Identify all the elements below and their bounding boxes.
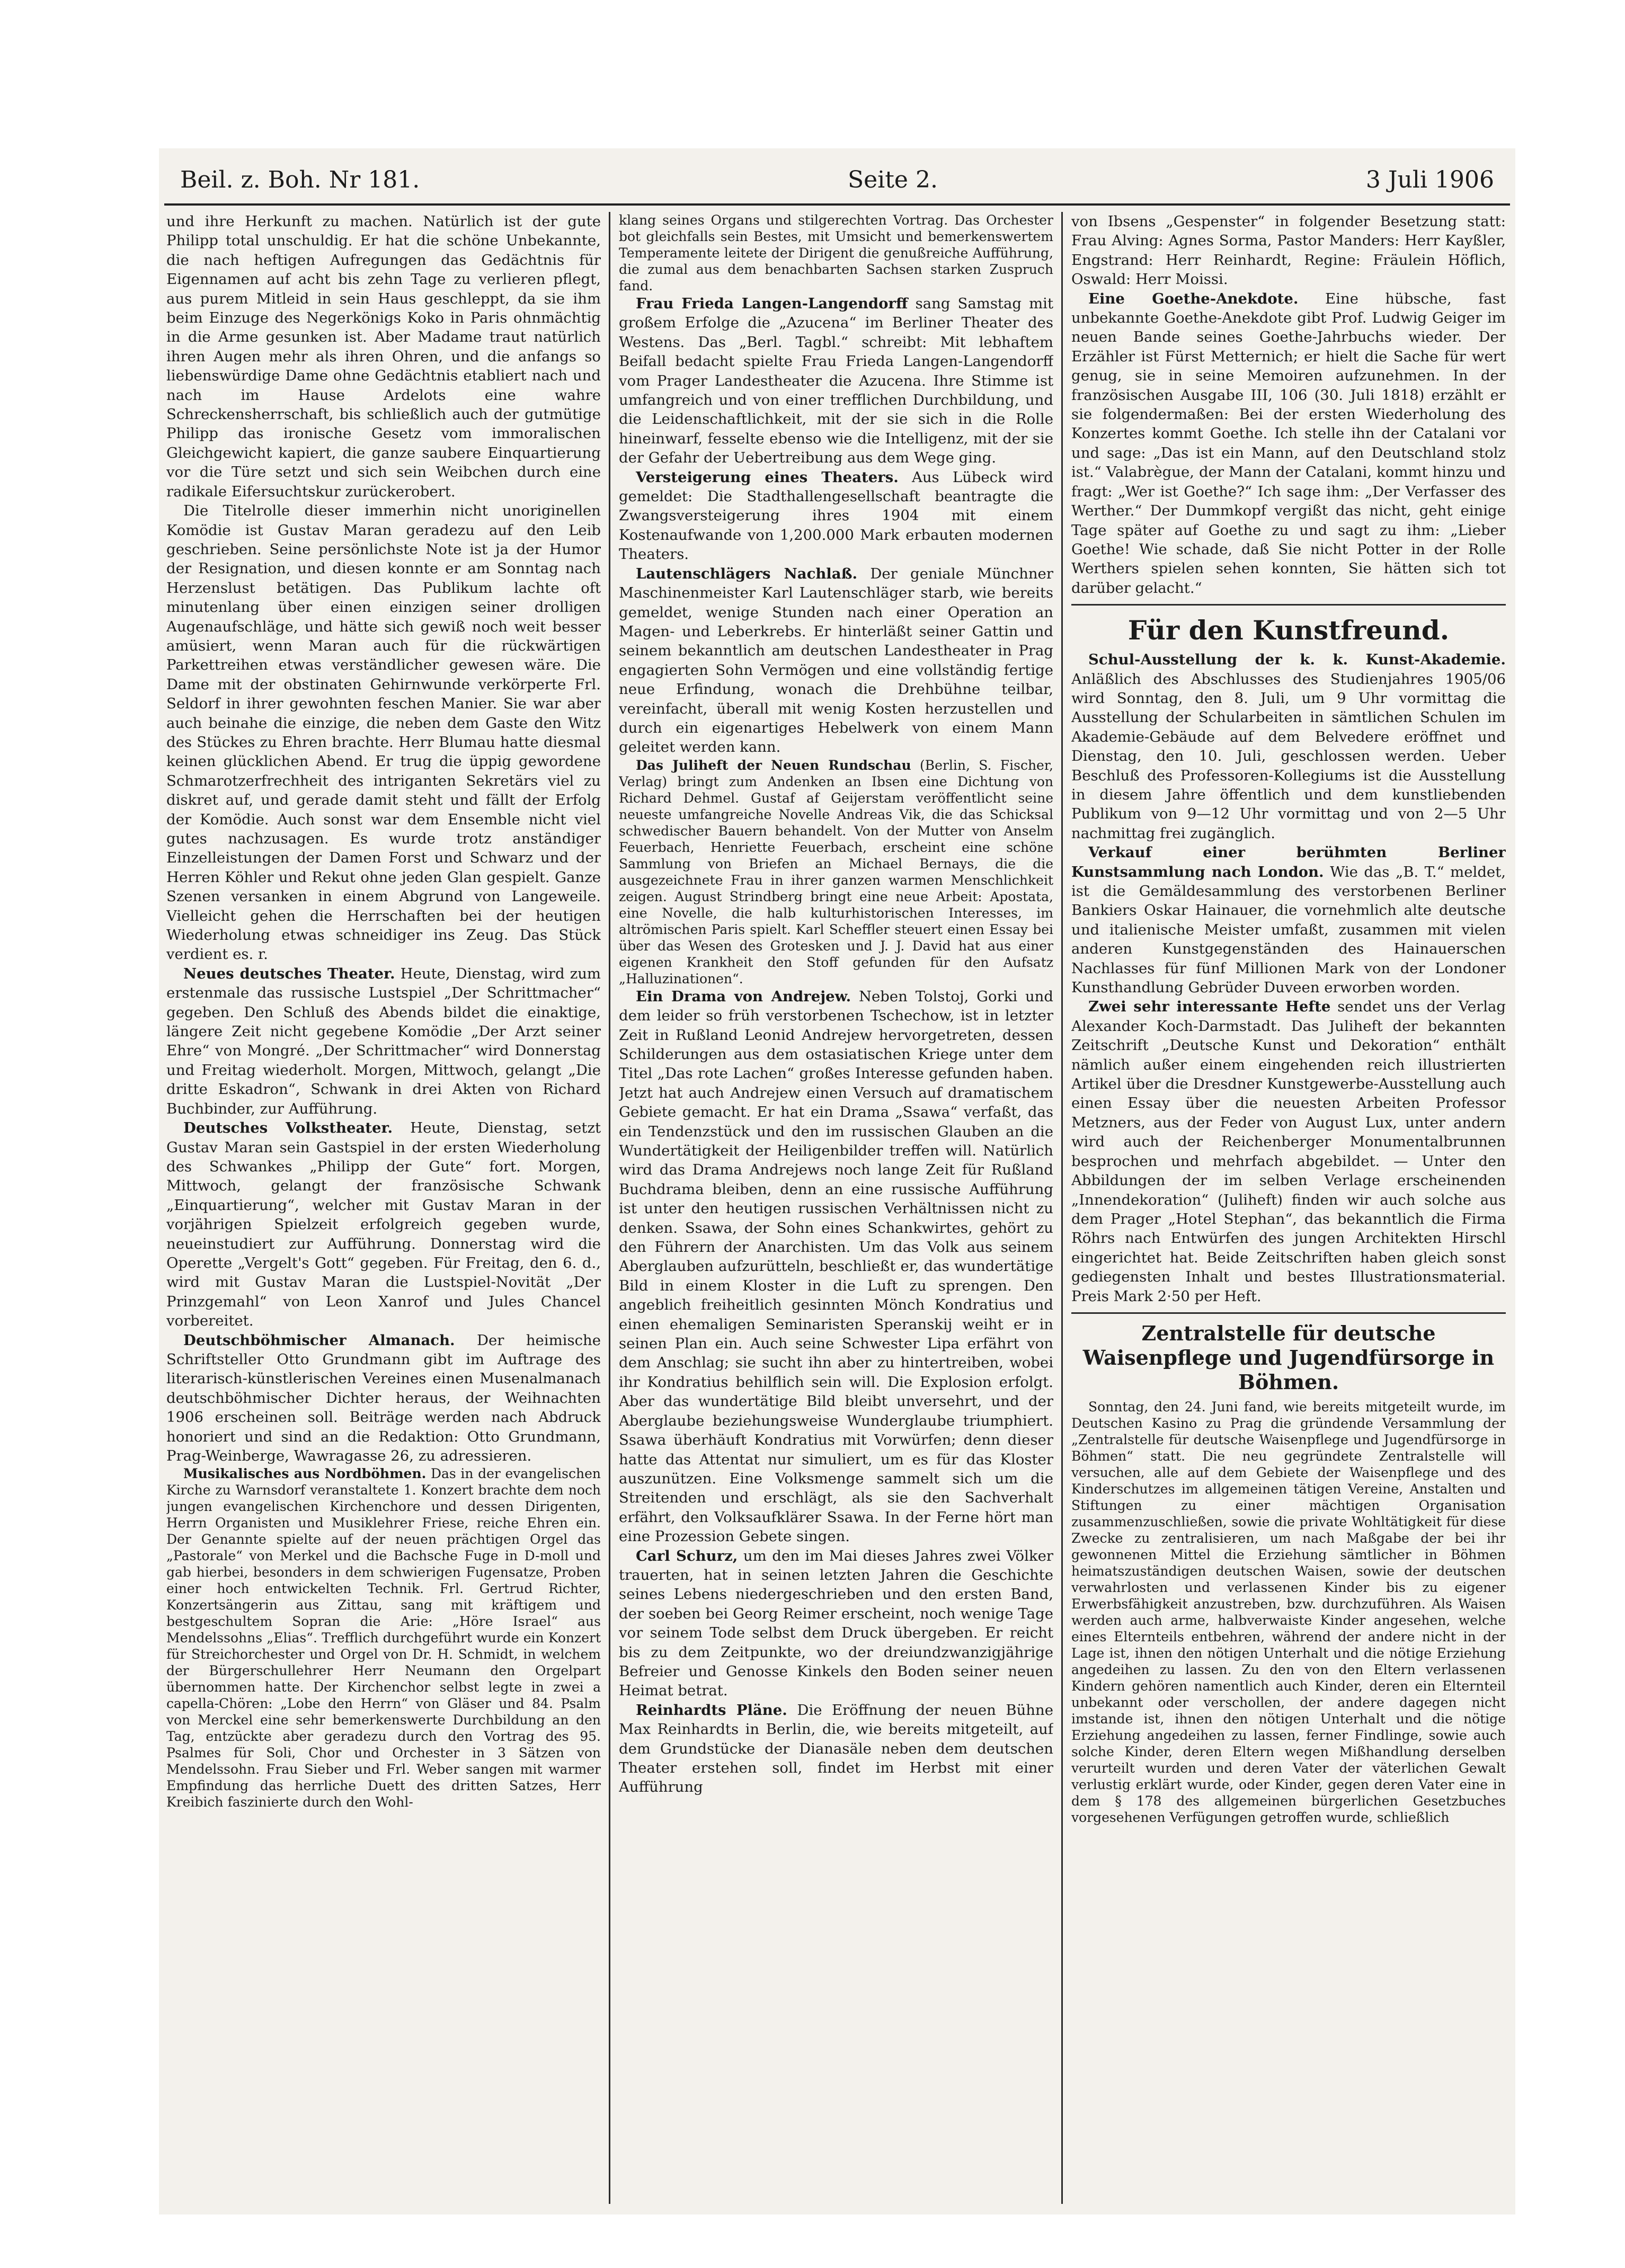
header-date: 3 Juli 1906 <box>1365 166 1494 193</box>
section-rule <box>1071 604 1506 606</box>
article-paragraph <box>619 1701 1053 1797</box>
article-heading: Eine Goethe-Anekdote. <box>1088 290 1299 307</box>
article-text: Der geniale Münchner Maschinenmeister Karl Lautenschläger starb, wie bereits gemeldet, wenige Stunden nach einer Operation an Magen- und Leberkrebs. Er hinterläßt seiner Gattin und seinem bekanntlich am deutschen Landestheater in Prag engagierten Sohn Vermögen und eine vollständig fertige neue Erfindung, wonach die Drehbühne teilbar, vereinfacht, überall mit wenig Kosten herzustellen und durch ein eigenartiges Hebelwerk von einem Mann geleitet werden kann. <box>619 565 1053 756</box>
header-issue: Beil. z. Boh. Nr 181. <box>180 166 420 193</box>
article-heading: Frau Frieda Langen-Langendorff <box>636 295 908 312</box>
article-text: Der heimische Schriftsteller Otto Grundmann gibt im Auftrage des literarisch-künstlerischen Vereines einen Musenalmanach deutschböhmischer Dichter heraus, der Weihnachten 1906 erscheinen soll. Beiträge werden nach Abdruck honoriert und sind an die Redaktion: Otto Grundmann, Prag-Weinberge, Wawragasse 26, zu adressieren. <box>166 1331 601 1464</box>
column-divider <box>1061 212 1063 2204</box>
article-paragraph: Die Titelrolle dieser immerhin nicht unoriginellen Komödie ist Gustav Maran geradezu auf den Leib geschrieben. Seine persönlichste Note ist ja der Humor der Resignation, und diesen konnte er am Sonntag nach Herzenslust betätigen. Das Publikum lachte oft minutenlang über einen einzigen seiner drolligen Augenaufschläge, und hätte sich gewiß noch weit besser amüsiert, wenn Maran auch für die rückwärtigen Parkettreihen etwas verständlicher gewesen wäre. Die Dame mit der obstinaten Gehirnwunde verkörperte Frl. Seldorf in ihrer gewohnten feschen Manier. Sie war aber auch beinahe die einzige, die neben dem Gaste den Witz des Stückes zu Ehren brachte. Herr Blumau hatte diesmal keinen glücklichen Abend. Er trug die üppig gewordene Schmarotzerfrechheit des intriganten Sekretärs viel zu diskret auf, und gerade damit steht und fällt der Erfolg der Komödie. Auch sonst war dem Ensemble nicht viel gutes nachzusagen. Es wurde trotz anständiger Einzelleistungen der Damen Forst und Schwarz und der Herren Köhler und Rekut ohne jeden Glan gespielt. Ganze Szenen versanken in einem Abgrund von Langeweile. Vielleicht gehen die Herrschaften bei der heutigen Wiederholung etwas schneidiger ins Zeug. Das Stück verdient es. r. <box>166 502 601 963</box>
article-paragraph: klang seines Organs und stilgerechten Vortrag. Das Orchester bot gleichfalls sein Bestes, mit Umsicht und bemerkenswertem Temperamente leitete der Dirigent die genußreiche Aufführung, die zumal aus dem benachbarten Sachsen starken Zuspruch fand. <box>619 212 1053 293</box>
article-paragraph <box>1071 650 1506 843</box>
article-text: Neben Tolstoj, Gorki und dem leider so früh verstorbenen Tschechow, ist in letzter Zeit in Rußland Leonid Andrejew hervorgetreten, dessen Schilderungen aus dem ostasiatischen Kriege unter dem Titel „Das rote Lachen“ großes Interesse gefunden haben. Jetzt hat auch Andrejew einen Versuch auf dramatischem Gebiete gemacht. Er hat ein Drama „Ssawa“ verfaßt, das ein Tendenzstück und den im russischen Glauben an die Wundertätigkeit der Heiligenbilder treffen will. Natürlich wird das Drama Andrejews noch lange Zeit für Rußland Buchdrama bleiben, denn an eine russische Aufführung ist unter den heutigen russischen Verhältnissen nicht zu denken. Ssawa, der Sohn eines Schankwirtes, gehört zu den Führern der Anarchisten. Um das Volk aus seinem Aberglauben aufzurütteln, beschließt er, das wundertätige Bild in einem Kloster in die Luft zu sprengen. Den angeblich freiheitlich gesinnten Mönch Kondratius und einen ehemaligen Seminaristen Speranskij weiht er in seinen Plan ein. Auch seine Schwester Lipa erfährt von dem Anschlag; sie sucht ihn aber zu hintertreiben, wobei ihr Kondratius behilflich sein will. Die Explosion erfolgt. Aber das wundertätige Bild bleibt unversehrt, und der Aberglaube beziehungsweise Wunderglaube triumphiert. Ssawa überhäuft Kondratius mit Vorwürfen; denn dieser hatte das Attentat nur simuliert, um es für das Kloster auszunützen. Eine Volksmenge sammelt sich um die Streitenden und erschlägt, als sie den Sachverhalt erfährt, den Volksaufklärer Ssawa. In der Ferne hört man eine Prozession Gebete singen. <box>619 988 1053 1545</box>
article-text: um den im Mai dieses Jahres zwei Völker trauerten, hat in seinen letzten Jahren die Geschichte seines Lebens niedergeschrieben und den ersten Band, der soeben bei Georg Reimer erscheint, noch wenige Tage vor seinem Tode selbst dem Druck übergeben. Er reicht bis zu dem Zeitpunkte, wo der dreiundzwanzigjährige Befreier und Genosse Kinkels den Boden seiner neuen Heimat betrat. <box>619 1547 1053 1700</box>
article-paragraph <box>1071 843 1506 997</box>
article-paragraph <box>166 1118 601 1330</box>
column-divider <box>609 212 610 2204</box>
article-paragraph: Sonntag, den 24. Juni fand, wie bereits mitgeteilt wurde, im Deutschen Kasino zu Prag die gründende Versammlung der „Zentralstelle für deutsche Waisenpflege und Jugendfürsorge in Böhmen“ statt. Die neu gegründete Zentralstelle will versuchen, alle auf dem Gebiete der Waisenpflege und des Kinderschutzes im allgemeinen tätigen Vereine, Anstalten und Stiftungen zu einer mächtigen Organisation zusammenzuschließen, sowie die private Wohltätigkeit für diese Zwecke zu zentralisieren, um nach Maßgabe der bei ihr gewonnenen Mittel die Erziehung sämtlicher in Böhmen heimatszuständigen deutschen Waisen, sowie der deutschen verwahrlosten und verlassenen Kinder bis zu eigener Erwerbsfähigkeit anzustreben, bzw. durchzuführen. Als Waisen werden auch arme, halbverwaiste Kinder angesehen, welche eines Elternteils entbehren, während der andere nicht in der Lage ist, ihnen den nötigen Unterhalt und die nötige Erziehung angedeihen zu lassen. Zu den von den Eltern verlassenen Kindern gehören namentlich auch Kinder, deren ein Elternteil unbekannt oder verschollen, der andere dagegen nicht imstande ist, ihnen den nötigen Unterhalt und die nötige Erziehung angedeihen zu lassen, ferner Findlinge, sowie auch solche Kinder, deren Eltern wegen Mißhandlung derselben verurteilt wurden und deren Vater der väterlichen Gewalt verlustig erklärt wurde, oder Kinder, gegen deren Vater eine in dem § 178 des allgemeinen bürgerlichen Gesetzbuches vorgesehenen Verfügungen getroffen wurde, schließlich <box>1071 1399 1506 1825</box>
article-heading: Musikalisches aus Nordböhmen. <box>183 1466 427 1482</box>
article-paragraph <box>166 1331 601 1466</box>
article-paragraph <box>166 964 601 1118</box>
page-header <box>180 159 1494 201</box>
article-text: Das in der evangelischen Kirche zu Warnsdorf veranstaltete 1. Konzert brachte dem noch jungen evangelischen Kirchenchore und dessen Dirigenten, Herrn Organisten und Musiklehrer Friese, reiche Ehren ein. Der Genannte spielte auf der neuen prächtigen Orgel das „Pastorale“ von Merkel und die Bachsche Fuge in D-moll und gab hierbei, besonders in dem schwierigen Fugensatze, Proben einer hoch entwickelten Technik. Frl. Gertrud Richter, Konzertsängerin aus Zittau, sang mit kräftigem und bestgeschultem Sopran die Arie: „Höre Israel“ aus Mendelssohns „Elias“. Trefflich durchgeführt wurde ein Konzert für Streichorchester und Orgel von Dr. H. Schmidt, in welchem der Bürgerschullehrer Herr Neumann den Orgelpart übernommen hatte. Der Kirchenchor selbst legte in zwei a capella-Chören: „Lobe den Herrn“ von Gläser und 84. Psalm von Merckel eine sehr bemerkenswerte Durchbildung an den Tag, entzückte aber geradezu durch den Vortrag des 95. Psalmes für Soli, Chor und Orchester in 3 Sätzen von Mendelssohn. Frau Sieber und Frl. Weber sangen mit warmer Empfindung das herrliche Duett des dritten Satzes, Herr Kreibich faszinierte durch den Wohl- <box>166 1466 601 1810</box>
article-heading: Reinhardts Pläne. <box>636 1701 787 1719</box>
article-paragraph <box>619 564 1053 757</box>
article-paragraph <box>619 294 1053 468</box>
article-paragraph: von Ibsens „Gespenster“ in folgender Besetzung statt: Frau Alving: Agnes Sorma, Pastor Manders: Herr Kayßler, Engstrand: Herr Reinhardt, Regine: Fräulein Höflich, Oswald: Herr Moissi. <box>1071 213 1506 288</box>
article-paragraph <box>1071 997 1506 1306</box>
column-1 <box>166 212 601 2204</box>
article-heading: Das Juliheft der Neuen Rundschau <box>636 757 911 773</box>
article-heading: Neues deutsches Theater. <box>183 965 395 982</box>
article-text: Heute, Dienstag, wird zum erstenmale das russische Lustspiel „Der Schrittmacher“ gegeben. Den Schluß des Abends bildet die einaktige, längere Zeit nicht gegebene Komödie „Der Arzt seiner Ehre“ von Mongré. „Der Schrittmacher“ wird Donnerstag und Freitag wiederholt. Morgen, Mittwoch, gelangt „Die dritte Eskadron“, Schwank in drei Akten von Richard Buchbinder, zur Aufführung. <box>166 965 601 1117</box>
article-paragraph <box>619 987 1053 1546</box>
article-paragraph <box>619 1546 1053 1701</box>
article-paragraph <box>166 1465 601 1810</box>
article-paragraph <box>1071 289 1506 598</box>
article-heading: Deutsches Volkstheater. <box>183 1119 393 1137</box>
article-text: sang Samstag mit großem Erfolge die „Azucena“ im Berliner Theater des Westens. Das „Berl. Tagbl.“ schreibt: Mit lebhaftem Beifall bedacht spielte Frau Frieda Langen-Langendorff vom Prager Landestheater die Azucena. Ihre Stimme ist umfangreich und von einer trefflichen Durchbildung, und die Leidenschaftlichkeit, mit der sie sich in die Rolle hineinwarf, fesselte ebenso wie die Intelligenz, mit der sie der Gefahr der Uebertreibung aus dem Wege ging. <box>619 295 1053 467</box>
article-text: Anläßlich des Abschlusses des Studienjahres 1905/06 wird Sonntag, den 8. Juli, um 9 Uhr vormittag die Ausstellung der Schularbeiten in sämtlichen Schulen im Akademie-Gebäude auf dem Belvedere eröffnet und Dienstag, den 10. Juli, geschlossen werden. Ueber Beschluß des Professoren-Kollegiums ist die Ausstellung in diesem Jahre öffentlich und dem kunstliebenden Publikum von 9—12 Uhr vormittag und von 2—5 Uhr nachmittag frei zugänglich. <box>1071 670 1506 842</box>
section-title-kunstfreund: Für den Kunstfreund. <box>1127 615 1450 646</box>
article-heading: Versteigerung eines Theaters. <box>636 468 899 486</box>
section-title-waisenpflege: Zentralstelle für deutsche Waisenpflege und Jugendfürsorge in Böhmen. <box>1082 1321 1495 1394</box>
article-heading: Verkauf einer berühmten Berliner Kunstsammlung nach London. <box>1071 844 1506 880</box>
article-heading: Lautenschlägers Nachlaß. <box>636 565 858 582</box>
article-heading: Deutschböhmischer Almanach. <box>183 1331 455 1349</box>
newspaper-page <box>159 148 1515 2214</box>
column-3 <box>1071 212 1506 2204</box>
article-paragraph <box>619 468 1053 564</box>
column-2 <box>619 212 1053 2204</box>
article-text: Heute, Dienstag, setzt Gustav Maran sein Gastspiel in der ersten Wiederholung des Schwankes „Philipp der Gute“ fort. Morgen, Mittwoch, gelangt der französische Schwank „Einquartierung“, welcher mit Gustav Maran in der vorjährigen Spielzeit erfolgreich gegeben wurde, neueinstudiert zur Aufführung. Donnerstag wird die Operette „Vergelt's Gott“ gegeben. Für Freitag, den 6. d., wird mit Gustav Maran die Lustspiel-Novität „Der Prinzgemahl“ von Leon Xanrof und Jules Chancel vorbereitet. <box>166 1119 601 1330</box>
article-heading: Carl Schurz, <box>636 1547 738 1564</box>
article-paragraph: und ihre Herkunft zu machen. Natürlich ist der gute Philipp total unschuldig. Er hat die schöne Unbekannte, die nach heftigen Aufregungen das Gedächtnis für Eigennamen auf acht bis zehn Tage zu verlieren pflegt, aus purem Mitleid in sein Haus geschleppt, da sie ihm beim Einzuge des Negerkönigs Koko in Paris ohnmächtig in die Arme gesunken ist. Aber Madame traut natürlich ihren Augen mehr als ihren Ohren, und die anfangs so liebenswürdige Dame ohne Gedächtnis etabliert nach und nach im Hause Ardelots eine wahre Schreckensherrschaft, bis schließlich auch der gutmütige Philipp das ironische Gesetz vom immoralischen Gleichgewicht kapiert, die ganze saubere Einquartierung vor die Türe setzt und sich sein Weibchen durch eine radikale Eifersuchtskur zurückerobert. <box>166 213 601 500</box>
section-rule <box>1071 1312 1506 1314</box>
article-text: Wie das „B. T.“ meldet, ist die Gemäldesammlung des verstorbenen Berliner Bankiers Oskar Hainauer, die vornehmlich alte deutsche und italienische Meister umfaßt, zusammen mit vielen anderen Kunstgegenständen des Hainauerschen Nachlasses für fünf Millionen Mark von der Londoner Kunsthandlung Gebrüder Duveen erworben worden. <box>1071 863 1506 997</box>
header-page-number: Seite 2. <box>848 166 938 193</box>
article-text: Aus Lübeck wird gemeldet: Die Stadthallengesellschaft beantragte die Zwangsversteigerung ihres 1904 mit einem Kostenaufwande von 1,200.000 Mark erbauten modernen Theaters. <box>619 468 1053 563</box>
article-heading: Ein Drama von Andrejew. <box>636 988 851 1005</box>
article-text: Eine hübsche, fast unbekannte Goethe-Anekdote gibt Prof. Ludwig Geiger im neuen Bande seines Goethe-Jahrbuchs wieder. Der Erzähler ist Fürst Metternich; er hielt die Sache für wert genug, sie in seine Memoiren aufzunehmen. In der französischen Ausgabe III, 106 (30. Juli 1818) erzählt er sie folgendermaßen: Bei der ersten Wiederholung des Konzertes kommt Goethe. Ich stelle ihn der Catalani vor und sage: „Das ist ein Mann, auf den Deutschland stolz ist.“ Valabrègue, der Mann der Catalani, kommt hinzu und fragt: „Wer ist Goethe?“ Ich sage ihm: „Der Verfasser des Werther.“ Der Dummkopf vergißt das nicht, geht einige Tage später auf Goethe zu und sagt zu ihm: „Lieber Goethe! Wie schade, daß Sie nicht Potter in der Rolle Werthers spielen sehen konnten, Sie hätten sich tot darüber gelacht.“ <box>1071 290 1506 597</box>
article-heading: Schul-Ausstellung der k. k. Kunst-Akademie. <box>1088 651 1506 669</box>
article-heading: Zwei sehr interessante Hefte <box>1088 998 1331 1016</box>
article-text: sendet uns der Verlag Alexander Koch-Darmstadt. Das Juliheft der bekannten Zeitschrift „Deutsche Kunst und Dekoration“ enthält nämlich außer einem eingehenden reich illustrierten Artikel über die Dresdner Kunstgewerbe-Ausstellung auch einen Essay über die neuesten Arbeiten Professor Metzners, aus der Feder von August Lux, unter andern wird auch der Reichenberger Monumentalbrunnen besprochen und mehrfach abgebildet. — Unter den Abbildungen der im selben Verlage erscheinenden „Innendekoration“ (Juliheft) finden wir auch solche aus dem Prager „Hotel Stephan“, das bekanntlich die Firma Röhrs nach Entwürfen des jungen Architekten Hirschl eingerichtet hat. Beide Zeitschriften haben gleich sonst gediegensten Inhalt und bestes Illustrationsmaterial. Preis Mark 2·50 per Heft. <box>1071 998 1506 1305</box>
article-text: Die Eröffnung der neuen Bühne Max Reinhardts in Berlin, die, wie bereits mitgeteilt, auf dem Grundstücke der Dianasäle neben dem deutschen Theater erstehen soll, findet im Herbst mit einer Aufführung <box>619 1701 1053 1796</box>
header-rule <box>164 203 1510 206</box>
article-text: (Berlin, S. Fischer, Verlag) bringt zum Andenken an Ibsen eine Dichtung von Richard Dehmel. Gustaf af Geijerstam veröffentlicht seine neueste umfangreiche Novelle Andreas Vik, die das Schicksal schwedischer Bauern behandelt. Von der Mutter von Anselm Feuerbach, Henriette Feuerbach, erscheint eine schöne Sammlung von Briefen an Michael Bernays, die die ausgezeichnete Frau in ihrer ganzen warmen Menschlichkeit zeigen. August Strindberg bringt eine neue Arbeit: Apostata, eine Novelle, die halb kulturhistorischen Interesses, im altrömischen Paris spielt. Karl Scheffler steuert einen Essay bei über das Wesen des Grotesken und J. J. David hat aus einer eigenen Krankheit den Stoff gefunden für den Aufsatz „Halluzinationen“. <box>619 757 1053 986</box>
article-paragraph <box>619 757 1053 987</box>
